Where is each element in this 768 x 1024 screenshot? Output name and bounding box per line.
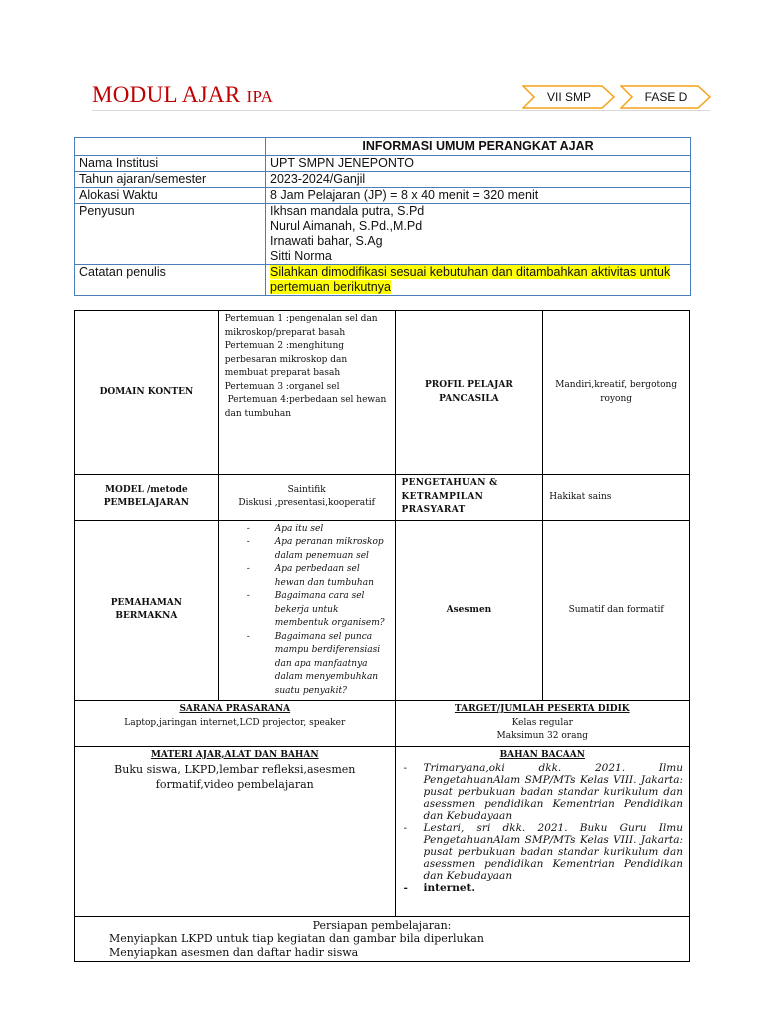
prasyarat-value: Hakikat sains [543,475,690,521]
author-name: Irnawati bahar, S.Ag [270,234,383,248]
model-line: Diskusi ,presentasi,kooperatif [238,498,375,509]
table-row [75,188,691,204]
target-label: TARGET/JUMLAH PESERTA DIDIK [454,704,630,714]
target-line: Maksimun 32 orang [496,731,589,741]
author-name: Sitti Norma [270,249,332,263]
info-value: UPT SMPN JENEPONTO [266,156,691,172]
target-line: Kelas regular [511,717,573,728]
persiapan-title: Persiapan pembelajaran: [312,918,452,932]
question-list [225,523,389,699]
table-row [75,265,691,296]
model-line: Saintifik [287,484,326,495]
persiapan-line: Menyiapkan LKPD untuk tiap kegiatan dan gambar bila diperlukan [109,932,484,945]
asesmen-label: Asesmen [395,520,543,701]
info-label: Nama Institusi [75,156,266,172]
grade-tag [522,85,616,109]
page-title [92,82,273,108]
persiapan-cell [75,916,690,962]
meeting-item: Pertemuan 1 :pengenalan sel dan mikroskop/preparat basah [224,314,378,338]
sarana-label: SARANA PRASARANA [179,704,291,714]
table-row [75,311,690,475]
table-row [75,172,691,188]
info-value: 2023-2024/Ganjil [266,172,691,188]
meeting-item: Pertemuan 2 :menghitung perbesaran mikroskop dan membuat preparat basah [224,341,348,378]
info-label: Penyusun [75,204,266,265]
materi-cell [75,746,396,916]
table-row [75,701,690,747]
list-item: - Apa peranan mikroskop dalam penemuan sel [275,536,389,563]
table-row [75,520,690,701]
grade-tag-label: VII SMP [546,90,591,104]
author-note-cell [266,265,691,296]
phase-tag [620,85,712,109]
asesmen-value: Sumatif dan formatif [543,520,690,701]
table-row [75,475,690,521]
model-value [218,475,395,521]
profil-value: Mandiri,kreatif, bergotong royong [543,311,690,475]
target-cell [395,701,689,747]
table-row [75,156,691,172]
sarana-cell [75,701,396,747]
prasyarat-label: PENGETAHUAN & KETRAMPILAN PRASYARAT [395,475,543,521]
bacaan-cell [395,746,689,916]
info-label: Catatan penulis [75,265,266,296]
title-subject: IPA [246,87,274,106]
list-item: - Bagaimana sel punca mampu berdiferensiasi dan apa manfaatnya dalam menyembuhkan suatu penyakit? [275,631,389,699]
module-table [74,310,690,962]
reference-list [402,762,683,894]
bacaan-label: BAHAN BACAAN [499,749,585,760]
list-item: - internet. [424,882,683,894]
materi-label: MATERI AJAR,ALAT DAN BAHAN [150,749,319,760]
materi-value: Buku siswa, LKPD,lembar refleksi,asesmen formatif,video pembelajaran [114,763,356,791]
info-label: Alokasi Waktu [75,188,266,204]
info-table [74,137,691,296]
info-value: 8 Jam Pelajaran (JP) = 8 x 40 menit = 320 menit [266,188,691,204]
persiapan-line: Menyiapkan asesmen dan daftar hadir siswa [109,945,359,959]
table-row [75,204,691,265]
title-divider [92,110,710,111]
title-main: MODUL AJAR [92,82,247,107]
phase-tag-label: FASE D [644,90,688,104]
domain-label: DOMAIN KONTEN [75,311,219,475]
authors-cell [266,204,691,265]
list-item: - Trimaryana,oki dkk. 2021. Ilmu PengetahuanAlam SMP/MTs Kelas VIII. Jakarta: pusat perbukuan badan standar kurikulum dan asessmen pendidikan Kementrian Pendidikan dan Kebudayaan [424,762,683,822]
list-item: - Apa itu sel [275,523,389,537]
model-label: MODEL /metode PEMBELAJARAN [75,475,219,521]
info-heading: INFORMASI UMUM PERANGKAT AJAR [266,138,691,156]
info-label: Tahun ajaran/semester [75,172,266,188]
author-name: Ikhsan mandala putra, S.Pd [270,204,425,218]
pemahaman-label: PEMAHAMAN BERMAKNA [75,520,219,701]
meeting-item: Pertemuan 3 :organel sel [224,381,340,392]
meeting-item: Pertemuan 4:perbedaan sel hewan dan tumbuhan [224,395,390,419]
list-item: - Apa perbedaan sel hewan dan tumbuhan [275,563,389,590]
table-row [75,916,690,962]
pemahaman-content [218,520,395,701]
author-note: Silahkan dimodifikasi sesuai kebutuhan dan ditambahkan aktivitas untuk pertemuan berikutnya [270,265,671,294]
list-item: - Bagaimana cara sel bekerja untuk membentuk organisem? [275,590,389,631]
profil-label: PROFIL PELAJAR PANCASILA [395,311,543,475]
domain-content [218,311,395,475]
list-item: - Lestari, sri dkk. 2021. Buku Guru Ilmu PengetahuanAlam SMP/MTs Kelas VIII. Jakarta: pusat perbukuan badan standar kurikulum dan asessmen pendidikan Kementrian Pendidikan dan Kebudayaan [424,822,683,882]
sarana-value: Laptop,jaringan internet,LCD projector, speaker [124,717,346,728]
table-row [75,746,690,916]
author-name: Nurul Aimanah, S.Pd.,M.Pd [270,219,423,233]
